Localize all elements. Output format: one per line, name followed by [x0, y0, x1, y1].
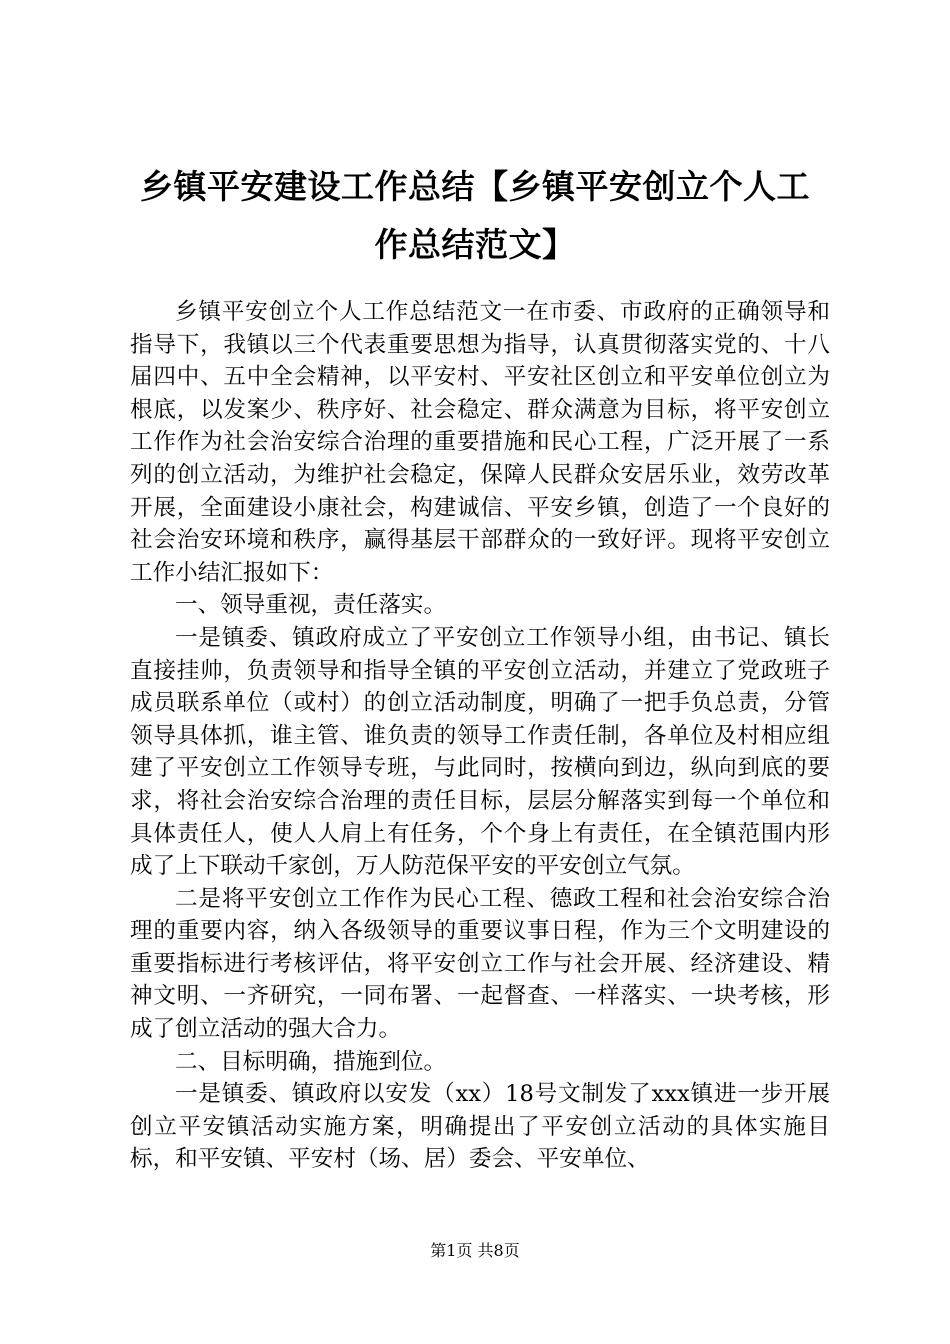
- document-body: [130, 296, 830, 1176]
- page-number-footer: 第1页 共8页: [430, 1241, 520, 1260]
- paragraph: 二是将平安创立工作作为民心工程、德政工程和社会治安综合治理的重要内容，纳入各级领导的重要议事日程，作为三个文明建设的重要指标进行考核评估，将平安创立工作与社会开展、经济建设、精神文明、一齐研究，一同布署、一起督查、一样落实、一块考核，形成了创立活动的强大合力。: [130, 885, 830, 1043]
- document-title-line-2: 作总结范文】: [374, 225, 576, 264]
- paragraph: 一是镇委、镇政府以安发（xx）18号文制发了xxx镇进一步开展创立平安镇活动实施方案，明确提出了平安创立活动的具体实施目标，和平安镇、平安村（场、居）委会、平安单位、: [130, 1081, 830, 1173]
- document-title-line-1: 乡镇平安建设工作总结【乡镇平安创立个人工: [140, 167, 810, 206]
- paragraph: 一是镇委、镇政府成立了平安创立工作领导小组，由书记、镇长直接挂帅，负责领导和指导全镇的平安创立活动，并建立了党政班子成员联系单位（或村）的创立活动制度，明确了一把手负总责，分管领导具体抓，谁主管、谁负责的领导工作责任制，各单位及村相应组建了平安创立工作领导专班，与此同时，按横向到边，纵向到底的要求，将社会治安综合治理的责任目标，层层分解落实到每一个单位和具体责任人，使人人肩上有任务，个个身上有责任，在全镇范围内形成了上下联动千家创，万人防范保平安的平安创立气氛。: [130, 624, 830, 880]
- paragraph: 一、领导重视，责任落实。: [175, 592, 447, 619]
- document-title: [110, 158, 840, 274]
- paragraph: 二、目标明确，措施到位。: [175, 1048, 447, 1075]
- paragraph: 乡镇平安创立个人工作总结范文一在市委、市政府的正确领导和指导下，我镇以三个代表重要思想为指导，认真贯彻落实党的、十八届四中、五中全会精神，以平安村、平安社区创立和平安单位创立为根底，以发案少、秩序好、社会稳定、群众满意为目标，将平安创立工作作为社会治安综合治理的重要措施和民心工程，广泛开展了一系列的创立活动，为维护社会稳定，保障人民群众安居乐业，效劳改革开展，全面建设小康社会，构建诚信、平安乡镇，创造了一个良好的社会治安环境和秩序，赢得基层干部群众的一致好评。现将平安创立工作小结汇报如下：: [130, 299, 830, 586]
